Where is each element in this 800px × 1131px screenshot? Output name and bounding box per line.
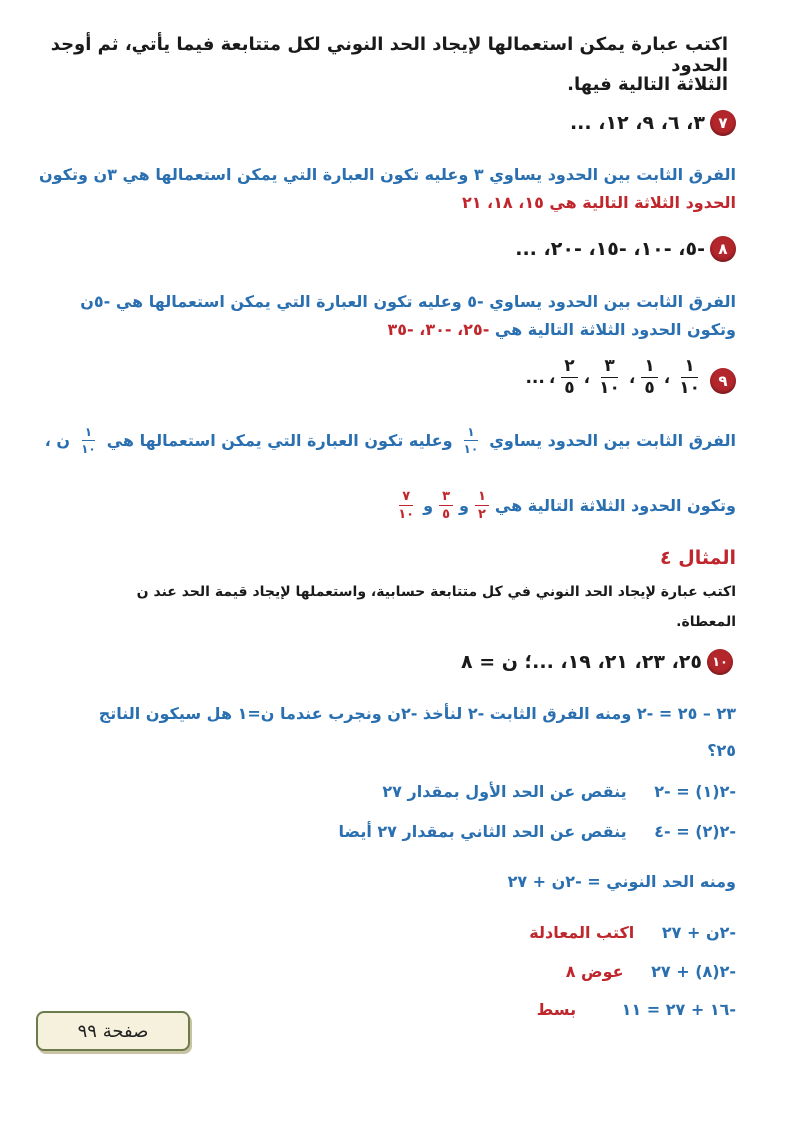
question-10-badge: ١٠: [707, 649, 733, 675]
answer-fraction: $\frac{١}{٢}$: [475, 490, 489, 521]
q10-step-equation: -٢(٨) + ٢٧: [651, 962, 736, 981]
separator: ،: [548, 367, 556, 388]
q10-note: ينقص عن الحد الثاني بمقدار ٢٧ أيضا: [338, 822, 627, 841]
answer-fraction: $\frac{١}{١٠}$: [81, 425, 96, 456]
question-8-answer-line-1: الفرق الثابت بين الحدود يساوي -٥ وعليه تكون العبارة التي يمكن استعمالها هي -٥ن: [80, 292, 736, 311]
answer-text: وتكون الحدود الثلاثة التالية هي: [494, 496, 736, 515]
intro-line-2: الثلاثة التالية فيها.: [567, 74, 728, 95]
intro-line-1: اكتب عبارة يمكن استعمالها لإيجاد الحد النوني لكل متتابعة فيما يأتي، ثم أوجد الحدود: [50, 34, 728, 76]
answer-text: ن ،: [44, 431, 71, 450]
example-line-1: اكتب عبارة لإيجاد الحد النوني في كل متتابعة حسابية، واستعملها لإيجاد قيمة الحد عند ن: [136, 584, 736, 600]
ellipsis: ...: [525, 367, 545, 388]
q10-equation: -٢(١) = -٢: [654, 782, 736, 801]
question-9-answer-line-2: [16, 490, 736, 521]
q10-step-note: اكتب المعادلة: [529, 923, 635, 942]
q10-line-4: [16, 822, 736, 841]
answer-and: و: [459, 496, 469, 515]
answer-fraction: $\frac{٧}{١٠}$: [398, 489, 415, 522]
question-7-answer-line-1: الفرق الثابت بين الحدود يساوي ٣ وعليه تكون العبارة التي يمكن استعمالها هي ٣ن وتكون: [38, 165, 736, 184]
q10-step-equation: -١٦ + ٢٧ = ١١: [621, 1000, 736, 1019]
answer-text: وعليه تكون العبارة التي يمكن استعمالها هي: [106, 431, 453, 450]
q10-step-equation: -٢ن + ٢٧: [661, 923, 736, 942]
q10-line-3: [16, 782, 736, 801]
q10-equation: -٢(٢) = -٤: [654, 822, 736, 841]
question-10-sequence: ٢٥، ٢٣، ٢١، ١٩، ...؛ ن = ٨: [460, 651, 702, 673]
q10-line-5: ومنه الحد النوني = -٢ن + ٢٧: [507, 872, 736, 891]
q10-note: ينقص عن الحد الأول بمقدار ٢٧: [382, 782, 627, 801]
question-8-answer-terms: -٢٥، -٣٠، -٣٥: [387, 320, 490, 339]
question-7-sequence: ٣، ٦، ٩، ١٢، ...: [569, 112, 705, 134]
page-number-box: [36, 1011, 190, 1051]
answer-and: و: [423, 496, 434, 515]
answer-text: الفرق الثابت بين الحدود يساوي: [489, 431, 736, 450]
answer-fraction: $\frac{١}{١٠}$: [463, 425, 479, 456]
example-line-2: المعطاة.: [676, 614, 736, 630]
q10-line-1: ٢٣ – ٢٥ = -٢ ومنه الفرق الثابت -٢ لنأخذ -٢ن ونجرب عندما ن=١ هل سيكون الناتج: [98, 704, 736, 723]
q10-step-note: بسط: [536, 1000, 577, 1019]
question-8-answer-line-2: [16, 320, 736, 339]
question-9-badge: ٩: [710, 368, 736, 394]
question-7-answer-line-2: الحدود الثلاثة التالية هي ١٥، ١٨، ٢١: [461, 193, 736, 212]
separator: ،: [663, 367, 671, 388]
answer-fraction: $\frac{٣}{٥}$: [439, 490, 453, 521]
example-title: المثال ٤: [660, 547, 736, 569]
q10-line-2: ٢٥؟: [707, 741, 736, 760]
question-7-badge: ٧: [710, 110, 736, 136]
separator: ،: [628, 367, 636, 388]
separator: ،: [583, 367, 591, 388]
q10-step-note: عوض ٨: [565, 962, 624, 981]
page-number: صفحة ٩٩: [77, 1020, 149, 1042]
q10-line-7: [16, 962, 736, 981]
question-9-answer-line-1: [16, 426, 736, 455]
sequence-fraction: $\frac{١}{٥}$: [641, 358, 657, 397]
question-8-sequence: -٥، -١٠، -١٥، -٢٠، ...: [515, 238, 705, 260]
sequence-fraction: $\frac{٣}{١٠}$: [599, 356, 620, 398]
q10-line-6: [16, 923, 736, 942]
sequence-fraction: $\frac{١}{١٠}$: [679, 356, 700, 398]
question-8-badge: ٨: [710, 236, 736, 262]
question-9-sequence: [525, 358, 705, 397]
sequence-fraction: $\frac{٢}{٥}$: [561, 358, 577, 397]
question-8-answer-text: وتكون الحدود الثلاثة التالية هي: [489, 320, 736, 339]
